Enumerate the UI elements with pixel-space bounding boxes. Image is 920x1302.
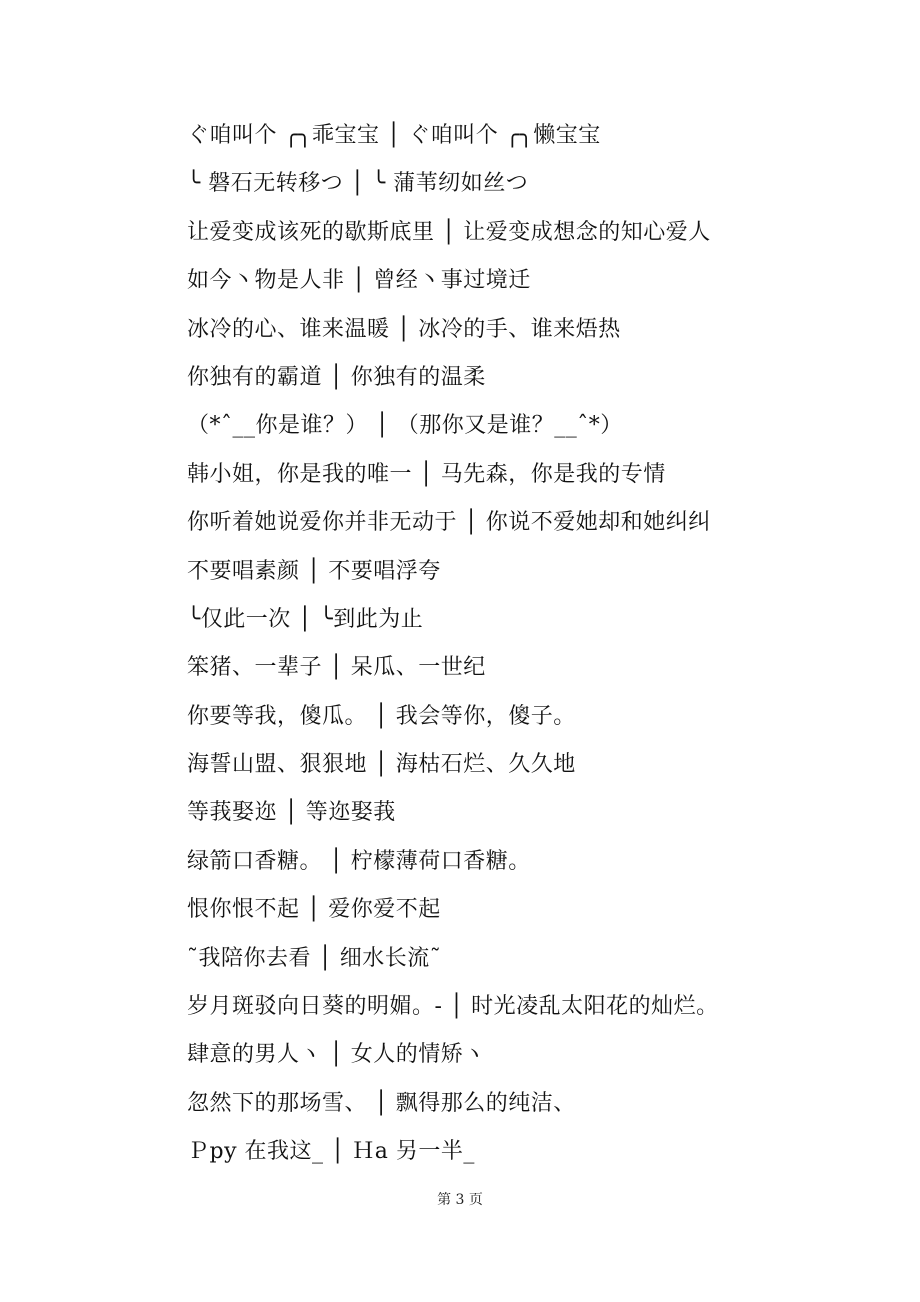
text-line-16: 绿箭口香糖。 │ 柠檬薄荷口香糖。 <box>187 848 531 874</box>
text-line-21: 忽然下的那场雪、 │ 飘得那么的纯洁、 <box>187 1090 576 1116</box>
text-line-1: ぐ咱叫个 ╭╮乖宝宝 │ ぐ咱叫个 ╭╮懒宝宝 <box>187 123 601 148</box>
text-line-9: 你听着她说爱你并非无动于 │ 你说不爱她却和她纠纠 <box>187 510 711 536</box>
text-line-19: 岁月斑驳向日葵的明媚。- │ 时光凌乱太阳花的灿烂。 <box>187 994 719 1020</box>
text-line-13: 你要等我，傻瓜。 │ 我会等你，傻子。 <box>187 703 576 729</box>
text-lines <box>187 112 887 1177</box>
text-line-17: 恨你恨不起 │ 爱你爱不起 <box>187 897 441 923</box>
text-line-6: 你独有的霸道 │ 你独有的温柔 <box>187 364 486 390</box>
text-line-15: 等莪娶迩 │ 等迩娶莪 <box>187 800 396 826</box>
text-line-20: 肆意的男人ヽ │ 女人的情矫ヽ <box>187 1042 486 1068</box>
text-line-7: （*ˆ__你是谁？） │ （那你又是谁？__ˆ*） <box>187 413 623 439</box>
text-line-12: 笨猪、一辈子 │ 呆瓜、一世纪 <box>187 655 486 681</box>
text-line-8: 韩小姐，你是我的唯一 │ 马先森，你是我的专情 <box>187 461 666 487</box>
text-line-11: ╰仅此一次 │ ╰到此为止 <box>187 606 424 632</box>
page-number: 第 3 页 <box>437 1192 483 1208</box>
text-line-22: Ｐpy 在我这_ │ Ｈa 另一半_ <box>187 1139 475 1165</box>
text-line-4: 如今丶物是人非 │ 曾经丶事过境迁 <box>187 268 531 294</box>
text-line-14: 海誓山盟、狠狠地 │ 海枯石烂、久久地 <box>187 752 576 778</box>
text-line-3: 让爱变成该死的歇斯底里 │ 让爱变成想念的知心爱人 <box>187 219 711 245</box>
text-line-10: 不要唱素颜 │ 不要唱浮夸 <box>187 558 441 584</box>
text-line-5: 冰冷的心、谁来温暖 │ 冰冷的手、谁来焐热 <box>187 316 621 342</box>
text-line-2: ╰ 磐石无转移つ │ ╰ 蒲苇纫如丝つ <box>187 171 529 197</box>
text-line-18: ˜我陪你去看 │ 细水长流˜ <box>187 945 442 971</box>
